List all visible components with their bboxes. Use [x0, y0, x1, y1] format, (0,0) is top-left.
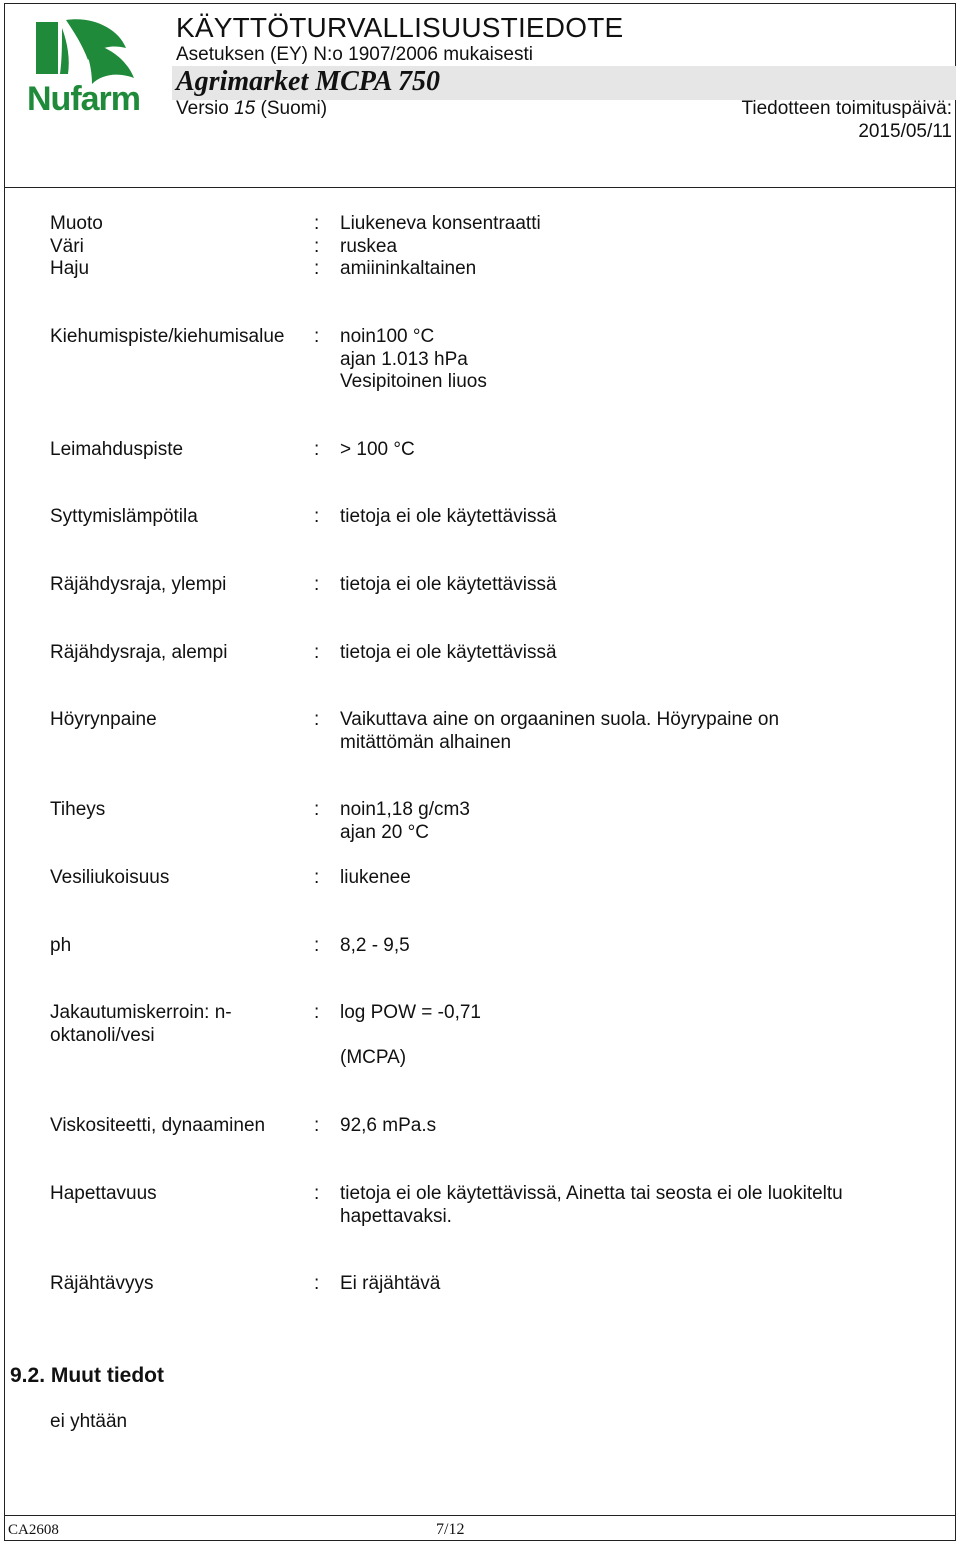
colon: : [314, 1183, 320, 1204]
regulation-reference: Asetuksen (EY) N:o 1907/2006 mukaisesti [176, 44, 533, 65]
property-value: 8,2 - 9,5 [340, 935, 410, 956]
footer-divider [4, 1515, 956, 1516]
property-value: tietoja ei ole käytettävissä, Ainetta tai seosta ei ole luokiteltu hapettavaksi. [340, 1183, 843, 1227]
colon: : [314, 439, 320, 460]
colon: : [314, 574, 320, 595]
version-label: Versio [176, 98, 229, 119]
property-label: Syttymislämpötila [50, 506, 198, 527]
section-text: ei yhtään [50, 1411, 128, 1432]
colon: : [314, 1002, 320, 1023]
property-label: Höyrynpaine [50, 709, 157, 730]
property-value: tietoja ei ole käytettävissä [340, 574, 557, 595]
version-language: (Suomi) [260, 98, 328, 119]
property-label: Kiehumispiste/kiehumisalue [50, 326, 285, 347]
property-label: Viskositeetti, dynaaminen [50, 1115, 266, 1136]
logo-wordmark: Nufarm [27, 80, 141, 118]
property-value: ruskea [340, 236, 398, 257]
colon: : [314, 799, 320, 820]
colon: : [314, 506, 320, 527]
property-label: Muoto [50, 213, 103, 234]
header-divider [4, 187, 956, 188]
property-value: Vaikuttava aine on orgaaninen suola. Höyrypaine on mitättömän alhainen [340, 709, 780, 753]
property-value: noin1,18 g/cm3 ajan 20 °C [340, 799, 470, 843]
property-value: Liukeneva konsentraatti [340, 213, 541, 234]
property-label: Vesiliukoisuus [50, 867, 170, 888]
colon: : [314, 258, 320, 279]
property-value: liukenee [340, 867, 411, 888]
colon: : [314, 326, 320, 347]
property-value: amiininkaltainen [340, 258, 477, 279]
page-number: 7/12 [436, 1521, 465, 1538]
property-label: Haju [50, 258, 90, 279]
issue-date-label: Tiedotteen toimituspäivä: [741, 98, 952, 119]
document-title: KÄYTTÖTURVALLISUUSTIEDOTE [176, 12, 624, 43]
property-value: Ei räjähtävä [340, 1273, 441, 1294]
colon: : [314, 1115, 320, 1136]
colon: : [314, 236, 320, 257]
property-label: Väri [50, 236, 84, 257]
property-label: Räjähdysraja, alempi [50, 642, 228, 663]
colon: : [314, 709, 320, 730]
property-label: Hapettavuus [50, 1183, 157, 1204]
property-label: ph [50, 935, 72, 956]
product-name: Agrimarket MCPA 750 [176, 66, 440, 97]
issue-date: 2015/05/11 [858, 121, 952, 142]
colon: : [314, 1273, 320, 1294]
version-info [176, 98, 327, 120]
colon: : [314, 935, 320, 956]
property-value: 92,6 mPa.s [340, 1115, 437, 1136]
property-label: Jakautumiskerroin: n- oktanoli/vesi [50, 1002, 232, 1046]
property-label: Leimahduspiste [50, 439, 184, 460]
property-value: tietoja ei ole käytettävissä [340, 506, 557, 527]
property-label: Räjähtävyys [50, 1273, 154, 1294]
property-label: Tiheys [50, 799, 106, 820]
property-value: noin100 °C ajan 1.013 hPa Vesipitoinen liuos [340, 326, 487, 393]
property-value: tietoja ei ole käytettävissä [340, 642, 557, 663]
property-value: (MCPA) [340, 1047, 407, 1068]
section-heading: 9.2. Muut tiedot [10, 1364, 164, 1387]
property-value: log POW = -0,71 [340, 1002, 481, 1023]
colon: : [314, 642, 320, 663]
version-number: 15 [234, 98, 256, 119]
document-code: CA2608 [8, 1522, 59, 1538]
colon: : [314, 867, 320, 888]
property-label: Räjähdysraja, ylempi [50, 574, 227, 595]
property-value: > 100 °C [340, 439, 415, 460]
colon: : [314, 213, 320, 234]
